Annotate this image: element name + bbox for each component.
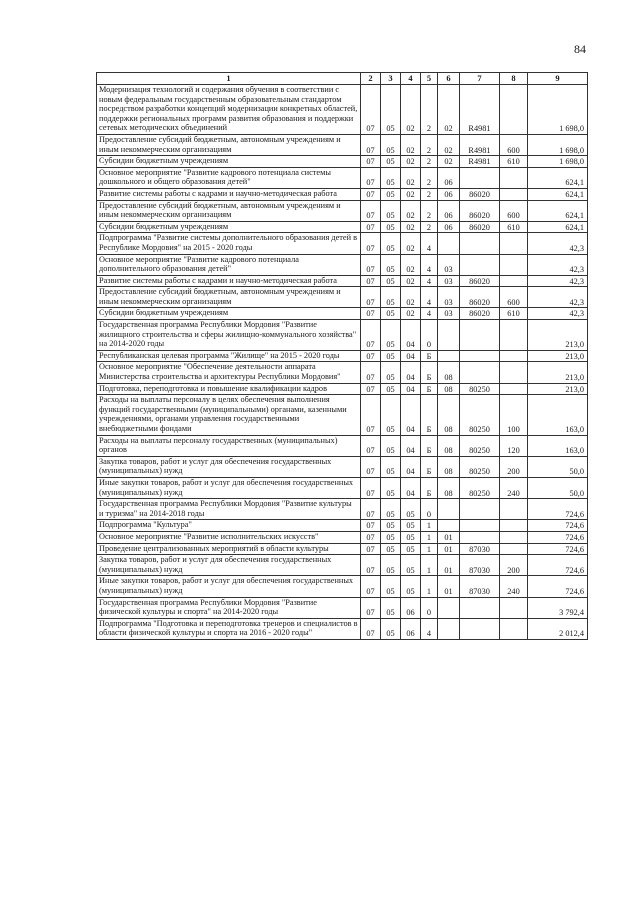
subsection-cell: 02 xyxy=(401,200,421,221)
event-cell: 03 xyxy=(438,275,460,287)
direction-cell: 87030 xyxy=(460,555,500,576)
column-header: 7 xyxy=(460,73,500,85)
table-body xyxy=(97,85,588,640)
code-cell: 07 xyxy=(361,395,381,435)
amount-cell: 3 792,4 xyxy=(528,597,588,618)
subsection-cell: 02 xyxy=(401,287,421,308)
item-name-cell: Подготовка, переподготовка и повышение квалификации кадров xyxy=(97,383,361,395)
expense-type-cell: 610 xyxy=(500,221,528,233)
amount-cell: 724,6 xyxy=(528,499,588,520)
direction-cell: 80250 xyxy=(460,456,500,477)
expense-type-cell xyxy=(500,188,528,200)
item-name-cell: Подпрограмма "Культура" xyxy=(97,520,361,532)
expense-type-cell xyxy=(500,275,528,287)
item-name-cell: Иные закупки товаров, работ и услуг для обеспечения государственных (муниципальных) нужд xyxy=(97,576,361,597)
subsection-cell: 04 xyxy=(401,395,421,435)
program-cell: 2 xyxy=(421,134,438,155)
section-cell: 05 xyxy=(381,435,401,456)
code-cell: 07 xyxy=(361,254,381,275)
program-cell: 0 xyxy=(421,320,438,351)
subsection-cell: 05 xyxy=(401,531,421,543)
amount-cell: 1 698,0 xyxy=(528,156,588,168)
expense-type-cell xyxy=(500,254,528,275)
program-cell: 4 xyxy=(421,308,438,320)
section-cell: 05 xyxy=(381,520,401,532)
code-cell: 07 xyxy=(361,383,381,395)
table-row xyxy=(97,576,588,597)
table-row xyxy=(97,362,588,383)
event-cell xyxy=(438,597,460,618)
code-cell: 07 xyxy=(361,456,381,477)
program-cell: 2 xyxy=(421,200,438,221)
column-header: 3 xyxy=(381,73,401,85)
section-cell: 05 xyxy=(381,221,401,233)
table-row xyxy=(97,167,588,188)
table-row xyxy=(97,156,588,168)
subsection-cell: 02 xyxy=(401,254,421,275)
amount-cell: 213,0 xyxy=(528,320,588,351)
item-name-cell: Государственная программа Республики Мордовия "Развитие культуры и туризма" на 2014-2018 годы xyxy=(97,499,361,520)
amount-cell: 1 698,0 xyxy=(528,85,588,135)
subsection-cell: 04 xyxy=(401,456,421,477)
subsection-cell: 04 xyxy=(401,350,421,362)
event-cell: 06 xyxy=(438,221,460,233)
event-cell: 08 xyxy=(438,383,460,395)
program-cell: 1 xyxy=(421,543,438,555)
item-name-cell: Развитие системы работы с кадрами и научно-методическая работа xyxy=(97,188,361,200)
item-name-cell: Развитие системы работы с кадрами и научно-методическая работа xyxy=(97,275,361,287)
expense-type-cell xyxy=(500,531,528,543)
item-name-cell: Подпрограмма "Подготовка и переподготовка тренеров и специалистов в области физической культуры и спорта на 2016 - 2020 годы" xyxy=(97,618,361,639)
direction-cell: 86020 xyxy=(460,188,500,200)
program-cell: Б xyxy=(421,350,438,362)
expense-type-cell xyxy=(500,167,528,188)
item-name-cell: Модернизация технологий и содержания обучения в соответствии с новым федеральным государственным образовательным стандартом посредством разработки концепций модернизации конкретных областей, поддержки региональных программ развития образования и поддержки сетевых методических объединений xyxy=(97,85,361,135)
direction-cell: 86020 xyxy=(460,308,500,320)
expense-type-cell xyxy=(500,618,528,639)
code-cell: 07 xyxy=(361,221,381,233)
program-cell: 0 xyxy=(421,499,438,520)
program-cell: 4 xyxy=(421,233,438,254)
subsection-cell: 05 xyxy=(401,576,421,597)
program-cell: Б xyxy=(421,395,438,435)
table-row xyxy=(97,233,588,254)
section-cell: 05 xyxy=(381,555,401,576)
code-cell: 07 xyxy=(361,576,381,597)
code-cell: 07 xyxy=(361,156,381,168)
expense-type-cell: 610 xyxy=(500,308,528,320)
code-cell: 07 xyxy=(361,350,381,362)
code-cell: 07 xyxy=(361,287,381,308)
subsection-cell: 05 xyxy=(401,543,421,555)
item-name-cell: Субсидии бюджетным учреждениям xyxy=(97,156,361,168)
event-cell: 06 xyxy=(438,167,460,188)
amount-cell: 624,1 xyxy=(528,200,588,221)
direction-cell: R4981 xyxy=(460,85,500,135)
direction-cell xyxy=(460,618,500,639)
amount-cell: 724,6 xyxy=(528,543,588,555)
program-cell: 1 xyxy=(421,520,438,532)
section-cell: 05 xyxy=(381,576,401,597)
amount-cell: 724,6 xyxy=(528,555,588,576)
table-row xyxy=(97,85,588,135)
event-cell: 01 xyxy=(438,543,460,555)
code-cell: 07 xyxy=(361,499,381,520)
amount-cell: 213,0 xyxy=(528,383,588,395)
subsection-cell: 02 xyxy=(401,156,421,168)
event-cell: 03 xyxy=(438,287,460,308)
expense-type-cell xyxy=(500,362,528,383)
table-row xyxy=(97,188,588,200)
subsection-cell: 04 xyxy=(401,362,421,383)
item-name-cell: Предоставление субсидий бюджетным, автономным учреждениям и иным некоммерческим организациям xyxy=(97,287,361,308)
code-cell: 07 xyxy=(361,543,381,555)
section-cell: 05 xyxy=(381,134,401,155)
item-name-cell: Расходы на выплаты персоналу в целях обеспечения выполнения функций государственными (муниципальными) органами, казенными учреждениями, органами управления государственными внебюджетными фондами xyxy=(97,395,361,435)
amount-cell: 624,1 xyxy=(528,188,588,200)
expense-type-cell xyxy=(500,520,528,532)
direction-cell xyxy=(460,233,500,254)
direction-cell: 86020 xyxy=(460,221,500,233)
table-row xyxy=(97,320,588,351)
table-row xyxy=(97,134,588,155)
section-cell: 05 xyxy=(381,287,401,308)
table-row xyxy=(97,618,588,639)
program-cell: 2 xyxy=(421,85,438,135)
column-header: 9 xyxy=(528,73,588,85)
code-cell: 07 xyxy=(361,477,381,498)
item-name-cell: Республиканская целевая программа "Жилище" на 2015 - 2020 годы xyxy=(97,350,361,362)
direction-cell: 80250 xyxy=(460,435,500,456)
code-cell: 07 xyxy=(361,618,381,639)
section-cell: 05 xyxy=(381,188,401,200)
subsection-cell: 02 xyxy=(401,221,421,233)
section-cell: 05 xyxy=(381,531,401,543)
direction-cell xyxy=(460,499,500,520)
section-cell: 05 xyxy=(381,543,401,555)
amount-cell: 163,0 xyxy=(528,395,588,435)
expense-type-cell xyxy=(500,85,528,135)
expense-type-cell: 600 xyxy=(500,287,528,308)
section-cell: 05 xyxy=(381,618,401,639)
program-cell: 2 xyxy=(421,156,438,168)
budget-table xyxy=(96,72,588,640)
subsection-cell: 02 xyxy=(401,308,421,320)
direction-cell: 80250 xyxy=(460,477,500,498)
expense-type-cell: 120 xyxy=(500,435,528,456)
program-cell: Б xyxy=(421,435,438,456)
code-cell: 07 xyxy=(361,520,381,532)
event-cell: 01 xyxy=(438,576,460,597)
section-cell: 05 xyxy=(381,456,401,477)
event-cell: 02 xyxy=(438,85,460,135)
item-name-cell: Предоставление субсидий бюджетным, автономным учреждениям и иным некоммерческим организациям xyxy=(97,134,361,155)
item-name-cell: Субсидии бюджетным учреждениям xyxy=(97,308,361,320)
event-cell xyxy=(438,618,460,639)
amount-cell: 724,6 xyxy=(528,531,588,543)
program-cell: Б xyxy=(421,383,438,395)
amount-cell: 42,3 xyxy=(528,275,588,287)
subsection-cell: 06 xyxy=(401,618,421,639)
program-cell: 1 xyxy=(421,555,438,576)
subsection-cell: 06 xyxy=(401,597,421,618)
subsection-cell: 05 xyxy=(401,555,421,576)
event-cell xyxy=(438,320,460,351)
table-row xyxy=(97,221,588,233)
direction-cell: 80250 xyxy=(460,383,500,395)
expense-type-cell: 100 xyxy=(500,395,528,435)
section-cell: 05 xyxy=(381,85,401,135)
item-name-cell: Основное мероприятие "Развитие кадрового потенциала дополнительного образования детей" xyxy=(97,254,361,275)
subsection-cell: 05 xyxy=(401,499,421,520)
amount-cell: 42,3 xyxy=(528,287,588,308)
code-cell: 07 xyxy=(361,531,381,543)
table-row xyxy=(97,350,588,362)
code-cell: 07 xyxy=(361,435,381,456)
column-header: 6 xyxy=(438,73,460,85)
amount-cell: 724,6 xyxy=(528,520,588,532)
code-cell: 07 xyxy=(361,555,381,576)
expense-type-cell: 240 xyxy=(500,477,528,498)
section-cell: 05 xyxy=(381,383,401,395)
column-header: 5 xyxy=(421,73,438,85)
direction-cell: R4981 xyxy=(460,156,500,168)
item-name-cell: Расходы на выплаты персоналу государственных (муниципальных) органов xyxy=(97,435,361,456)
subsection-cell: 04 xyxy=(401,477,421,498)
direction-cell: 86020 xyxy=(460,275,500,287)
expense-type-cell xyxy=(500,350,528,362)
amount-cell: 213,0 xyxy=(528,362,588,383)
table-row xyxy=(97,287,588,308)
table-row xyxy=(97,395,588,435)
section-cell: 05 xyxy=(381,275,401,287)
event-cell: 08 xyxy=(438,435,460,456)
section-cell: 05 xyxy=(381,499,401,520)
section-cell: 05 xyxy=(381,362,401,383)
expense-type-cell xyxy=(500,233,528,254)
event-cell xyxy=(438,499,460,520)
table-row xyxy=(97,456,588,477)
amount-cell: 2 012,4 xyxy=(528,618,588,639)
event-cell: 02 xyxy=(438,134,460,155)
code-cell: 07 xyxy=(361,85,381,135)
event-cell: 01 xyxy=(438,555,460,576)
program-cell: Б xyxy=(421,362,438,383)
subsection-cell: 02 xyxy=(401,85,421,135)
item-name-cell: Субсидии бюджетным учреждениям xyxy=(97,221,361,233)
column-header: 4 xyxy=(401,73,421,85)
amount-cell: 50,0 xyxy=(528,477,588,498)
expense-type-cell: 610 xyxy=(500,156,528,168)
item-name-cell: Закупка товаров, работ и услуг для обеспечения государственных (муниципальных) нужд xyxy=(97,456,361,477)
direction-cell xyxy=(460,254,500,275)
expense-type-cell: 200 xyxy=(500,456,528,477)
direction-cell xyxy=(460,531,500,543)
program-cell: Б xyxy=(421,456,438,477)
table-header-row xyxy=(97,73,588,85)
section-cell: 05 xyxy=(381,167,401,188)
program-cell: 1 xyxy=(421,576,438,597)
direction-cell xyxy=(460,320,500,351)
expense-type-cell xyxy=(500,383,528,395)
direction-cell: R4981 xyxy=(460,134,500,155)
program-cell: 4 xyxy=(421,254,438,275)
table-row xyxy=(97,543,588,555)
program-cell: 0 xyxy=(421,597,438,618)
item-name-cell: Государственная программа Республики Мордовия "Развитие физической культуры и спорта" на 2014-2020 годы xyxy=(97,597,361,618)
amount-cell: 1 698,0 xyxy=(528,134,588,155)
amount-cell: 42,3 xyxy=(528,233,588,254)
section-cell: 05 xyxy=(381,350,401,362)
page-number: 84 xyxy=(574,42,586,56)
amount-cell: 624,1 xyxy=(528,167,588,188)
event-cell xyxy=(438,520,460,532)
direction-cell xyxy=(460,350,500,362)
table-row xyxy=(97,555,588,576)
item-name-cell: Основное мероприятие "Обеспечение деятельности аппарата Министерства строительства и архитектуры Республики Мордовия" xyxy=(97,362,361,383)
section-cell: 05 xyxy=(381,233,401,254)
direction-cell xyxy=(460,597,500,618)
table-row xyxy=(97,477,588,498)
section-cell: 05 xyxy=(381,477,401,498)
table-row xyxy=(97,435,588,456)
item-name-cell: Предоставление субсидий бюджетным, автономным учреждениям и иным некоммерческим организациям xyxy=(97,200,361,221)
item-name-cell: Государственная программа Республики Мордовия "Развитие жилищного строительства и сферы жилищно-коммунального хозяйства" на 2014-2020 годы xyxy=(97,320,361,351)
program-cell: 4 xyxy=(421,275,438,287)
expense-type-cell: 240 xyxy=(500,576,528,597)
code-cell: 07 xyxy=(361,308,381,320)
table-row xyxy=(97,254,588,275)
program-cell: Б xyxy=(421,477,438,498)
section-cell: 05 xyxy=(381,597,401,618)
event-cell: 08 xyxy=(438,477,460,498)
table-row xyxy=(97,383,588,395)
table-row xyxy=(97,308,588,320)
section-cell: 05 xyxy=(381,320,401,351)
subsection-cell: 05 xyxy=(401,520,421,532)
event-cell: 06 xyxy=(438,188,460,200)
program-cell: 2 xyxy=(421,221,438,233)
subsection-cell: 02 xyxy=(401,167,421,188)
direction-cell xyxy=(460,520,500,532)
subsection-cell: 02 xyxy=(401,233,421,254)
program-cell: 2 xyxy=(421,167,438,188)
item-name-cell: Проведение централизованных мероприятий в области культуры xyxy=(97,543,361,555)
event-cell: 03 xyxy=(438,254,460,275)
subsection-cell: 04 xyxy=(401,383,421,395)
code-cell: 07 xyxy=(361,320,381,351)
table-row xyxy=(97,200,588,221)
table-row xyxy=(97,499,588,520)
subsection-cell: 04 xyxy=(401,320,421,351)
event-cell: 08 xyxy=(438,362,460,383)
direction-cell: 87030 xyxy=(460,576,500,597)
code-cell: 07 xyxy=(361,362,381,383)
code-cell: 07 xyxy=(361,597,381,618)
event-cell: 06 xyxy=(438,200,460,221)
subsection-cell: 04 xyxy=(401,435,421,456)
direction-cell xyxy=(460,167,500,188)
code-cell: 07 xyxy=(361,167,381,188)
direction-cell: 86020 xyxy=(460,200,500,221)
event-cell: 03 xyxy=(438,308,460,320)
subsection-cell: 02 xyxy=(401,275,421,287)
section-cell: 05 xyxy=(381,395,401,435)
program-cell: 2 xyxy=(421,188,438,200)
code-cell: 07 xyxy=(361,275,381,287)
program-cell: 4 xyxy=(421,287,438,308)
event-cell: 08 xyxy=(438,395,460,435)
subsection-cell: 02 xyxy=(401,188,421,200)
expense-type-cell xyxy=(500,597,528,618)
item-name-cell: Закупка товаров, работ и услуг для обеспечения государственных (муниципальных) нужд xyxy=(97,555,361,576)
column-header: 8 xyxy=(500,73,528,85)
table-row xyxy=(97,597,588,618)
item-name-cell: Подпрограмма "Развитие системы дополнительного образования детей в Республике Мордовия" на 2015 - 2020 годы xyxy=(97,233,361,254)
column-header: 2 xyxy=(361,73,381,85)
event-cell: 08 xyxy=(438,456,460,477)
code-cell: 07 xyxy=(361,134,381,155)
direction-cell: 87030 xyxy=(460,543,500,555)
item-name-cell: Основное мероприятие "Развитие кадрового потенциала системы дошкольного и общего образования детей" xyxy=(97,167,361,188)
direction-cell: 86020 xyxy=(460,287,500,308)
program-cell: 4 xyxy=(421,618,438,639)
amount-cell: 50,0 xyxy=(528,456,588,477)
program-cell: 1 xyxy=(421,531,438,543)
code-cell: 07 xyxy=(361,188,381,200)
amount-cell: 42,3 xyxy=(528,308,588,320)
expense-type-cell xyxy=(500,543,528,555)
amount-cell: 213,0 xyxy=(528,350,588,362)
expense-type-cell xyxy=(500,499,528,520)
expense-type-cell xyxy=(500,320,528,351)
event-cell xyxy=(438,350,460,362)
amount-cell: 42,3 xyxy=(528,254,588,275)
expense-type-cell: 600 xyxy=(500,200,528,221)
section-cell: 05 xyxy=(381,254,401,275)
event-cell: 02 xyxy=(438,156,460,168)
item-name-cell: Основное мероприятие "Развитие исполнительских искусств" xyxy=(97,531,361,543)
section-cell: 05 xyxy=(381,200,401,221)
direction-cell xyxy=(460,362,500,383)
event-cell xyxy=(438,233,460,254)
event-cell: 01 xyxy=(438,531,460,543)
table-row xyxy=(97,275,588,287)
column-header: 1 xyxy=(97,73,361,85)
amount-cell: 163,0 xyxy=(528,435,588,456)
amount-cell: 624,1 xyxy=(528,221,588,233)
section-cell: 05 xyxy=(381,308,401,320)
code-cell: 07 xyxy=(361,233,381,254)
code-cell: 07 xyxy=(361,200,381,221)
amount-cell: 724,6 xyxy=(528,576,588,597)
expense-type-cell: 600 xyxy=(500,134,528,155)
item-name-cell: Иные закупки товаров, работ и услуг для обеспечения государственных (муниципальных) нужд xyxy=(97,477,361,498)
expense-type-cell: 200 xyxy=(500,555,528,576)
direction-cell: 80250 xyxy=(460,395,500,435)
table-row xyxy=(97,520,588,532)
table-row xyxy=(97,531,588,543)
subsection-cell: 02 xyxy=(401,134,421,155)
section-cell: 05 xyxy=(381,156,401,168)
